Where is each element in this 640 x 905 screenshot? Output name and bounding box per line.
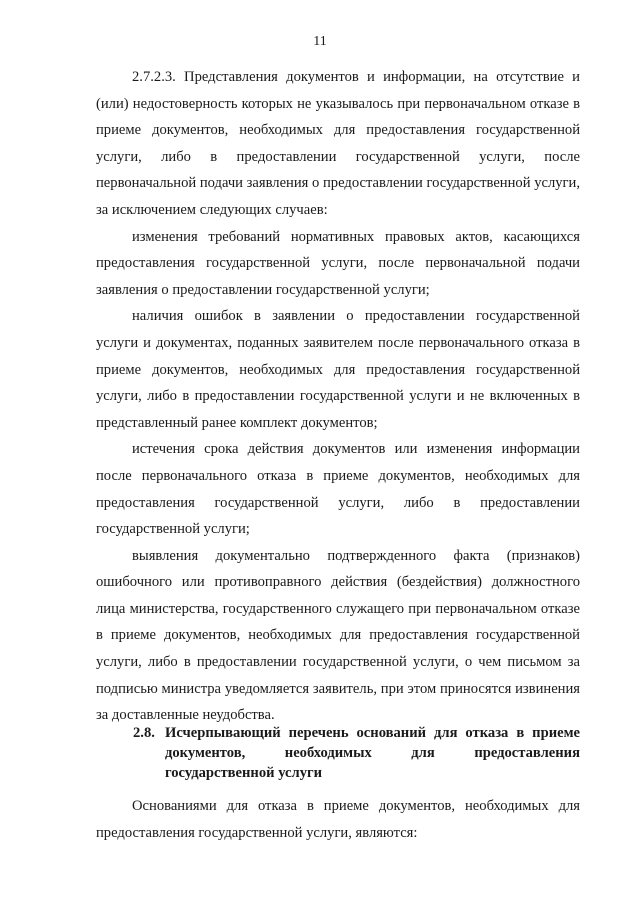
section-title: Исчерпывающий перечень оснований для отказа в приеме документов, необходимых для предоставления государственной услуги: [165, 725, 580, 781]
section-body: [96, 793, 580, 846]
paragraph-2-7-2-3: 2.7.2.3. Представления документов и информации, на отсутствие и (или) недостоверность которых не указывалось при первоначальном отказе в приеме документов, необходимых для предоставления государственной услуги, либо в предоставлении государственной услуги, после первоначальной подачи заявления о предоставлении государственной услуги, за исключением следующих случаев:: [96, 69, 580, 218]
paragraph-expiry: истечения срока действия документов или изменения информации после первоначального отказа в приеме документов, необходимых для предоставления государственной услуги, либо в предоставлении государственной услуги;: [96, 441, 580, 538]
paragraph-misconduct: выявления документально подтвержденного факта (признаков) ошибочного или противоправного действия (бездействия) должностного лица министерства, государственного служащего при первоначальном отказе в приеме документов, необходимых для предоставления государственной услуги, либо в предоставлении государственной услуги, о чем письмом за подписью министра уведомляется заявитель, при этом приносятся извинения за доставленные неудобства.: [96, 547, 580, 724]
paragraph-errors: наличия ошибок в заявлении о предоставлении государственной услуги и документах, поданных заявителем после первоначального отказа в приеме документов, необходимых для предоставления государственной услуги, либо в предоставлении государственной услуги и не включенных в представленный ранее комплект документов;: [96, 308, 580, 431]
paragraph-legal-changes: изменения требований нормативных правовых актов, касающихся предоставления государственной услуги, после первоначальной подачи заявления о предоставлении государственной услуги;: [96, 228, 580, 298]
paragraph-grounds: Основаниями для отказа в приеме документов, необходимых для предоставления государственной услуги, являются:: [96, 798, 580, 841]
section-number: 2.8.: [133, 725, 155, 741]
page-number: 11: [313, 34, 327, 49]
body-text: [96, 64, 580, 729]
section-heading: [133, 723, 580, 783]
